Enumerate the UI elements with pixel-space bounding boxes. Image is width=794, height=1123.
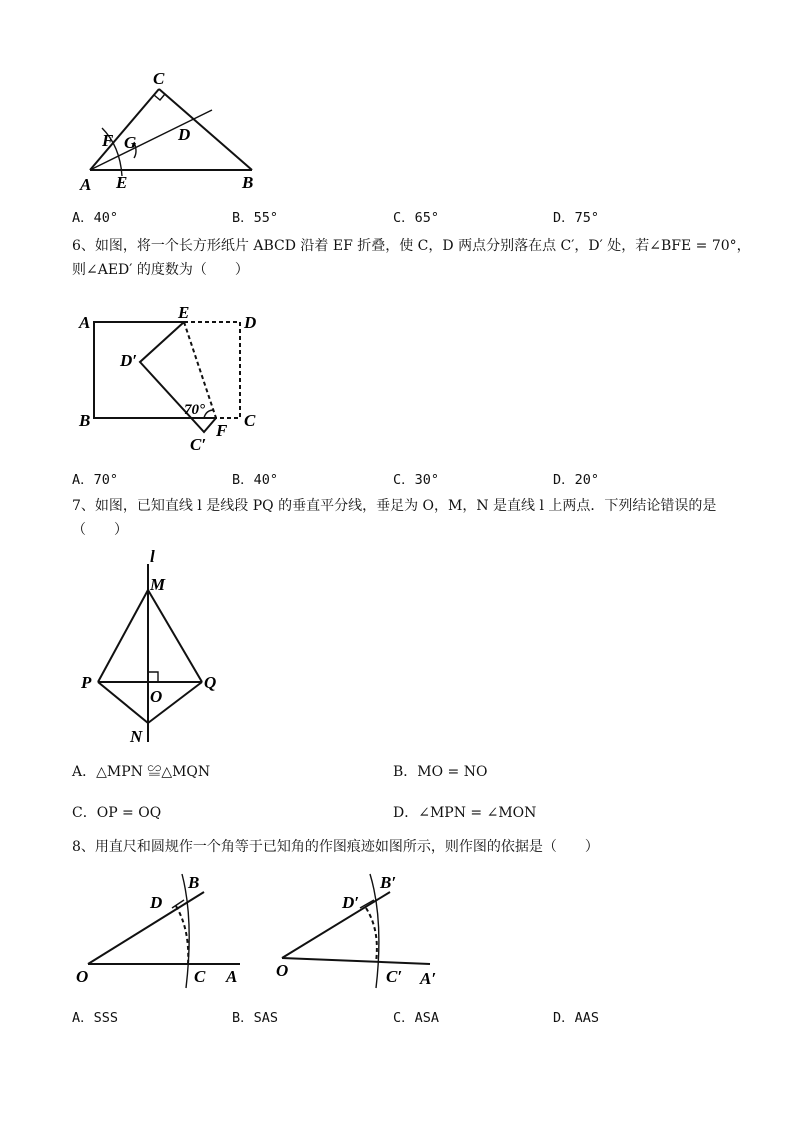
q8-stem: 8、用直尺和圆规作一个角等于已知角的作图痕迹如图所示，则作图的依据是（ ） [72, 839, 599, 855]
q5-label-G: G [124, 133, 137, 152]
q8-left-label-B: B [188, 873, 200, 892]
q6-option-c: C．30° [393, 472, 440, 488]
q8-left-label-C: C [194, 967, 206, 986]
q7-label-P: P [81, 673, 92, 692]
q5-option-d: D．75° [553, 210, 600, 226]
q5-option-c: C．65° [393, 210, 440, 226]
q5-label-B: B [242, 173, 254, 192]
q8-right-label-O: O [276, 961, 289, 980]
q6-stem-line2: 则∠AED′ 的度数为（ ） [72, 262, 249, 278]
q6-rectangle-fold-figure [76, 304, 266, 454]
q5-label-E: E [116, 173, 128, 192]
q6-label-D: D [244, 313, 257, 332]
q8-option-a: A．SSS [72, 1010, 119, 1026]
q8-option-d: D．AAS [553, 1010, 600, 1026]
q8-right-label-B-prime: B′ [380, 873, 397, 892]
q8-left-angle-figure [76, 870, 256, 990]
q6-option-a: A．70° [72, 472, 119, 488]
q7-option-c: C．OP = OQ [72, 805, 162, 821]
q7-stem-line2: （ ） [72, 522, 128, 538]
q7-label-Q: Q [204, 673, 217, 692]
q8-right-label-C-prime: C′ [386, 967, 403, 986]
q5-option-a: A．40° [72, 210, 119, 226]
q8-right-label-D-prime: D′ [342, 893, 360, 912]
q8-right-label-A-prime: A′ [420, 969, 437, 988]
q7-label-N: N [130, 727, 143, 746]
q5-label-D: D [178, 125, 191, 144]
q6-label-C-prime: C′ [190, 435, 207, 454]
q8-left-label-O: O [76, 967, 89, 986]
q8-option-b: B．SAS [232, 1010, 279, 1026]
q5-label-C: C [153, 69, 165, 88]
q5-option-b: B．55° [232, 210, 279, 226]
q7-label-M: M [150, 575, 166, 594]
q5-label-F: F [102, 131, 114, 150]
q6-option-b: B．40° [232, 472, 279, 488]
q6-label-F: F [216, 421, 228, 440]
q7-perpendicular-bisector-figure [78, 548, 238, 748]
q7-stem-line1: 7、如图，已知直线 l 是线段 PQ 的垂直平分线，垂足为 O，M，N 是直线 l 上两点．下列结论错误的是 [72, 498, 717, 514]
q6-stem-line1: 6、如图，将一个长方形纸片 ABCD 沿着 EF 折叠，使 C，D 两点分别落在点 C′，D′ 处，若∠BFE = 70°， [72, 238, 751, 254]
q6-label-C: C [244, 411, 256, 430]
q8-right-angle-figure [270, 870, 450, 990]
q6-label-70deg: 70° [184, 402, 205, 418]
q5-triangle-figure [80, 66, 270, 196]
q8-left-label-D: D [150, 893, 163, 912]
q7-option-a: A．△MPN ≌△MQN [72, 764, 211, 780]
q8-left-label-A: A [226, 967, 238, 986]
q6-label-E: E [178, 303, 190, 322]
q7-option-d: D．∠MPN = ∠MON [393, 805, 537, 821]
q7-option-b: B．MO = NO [393, 764, 488, 780]
q6-label-B: B [79, 411, 91, 430]
q7-label-l: l [150, 547, 155, 566]
q8-option-c: C．ASA [393, 1010, 440, 1026]
q5-label-A: A [80, 175, 92, 194]
q7-label-O: O [150, 687, 163, 706]
q6-label-A: A [79, 313, 91, 332]
q6-option-d: D．20° [553, 472, 600, 488]
q6-label-D-prime: D′ [120, 351, 138, 370]
